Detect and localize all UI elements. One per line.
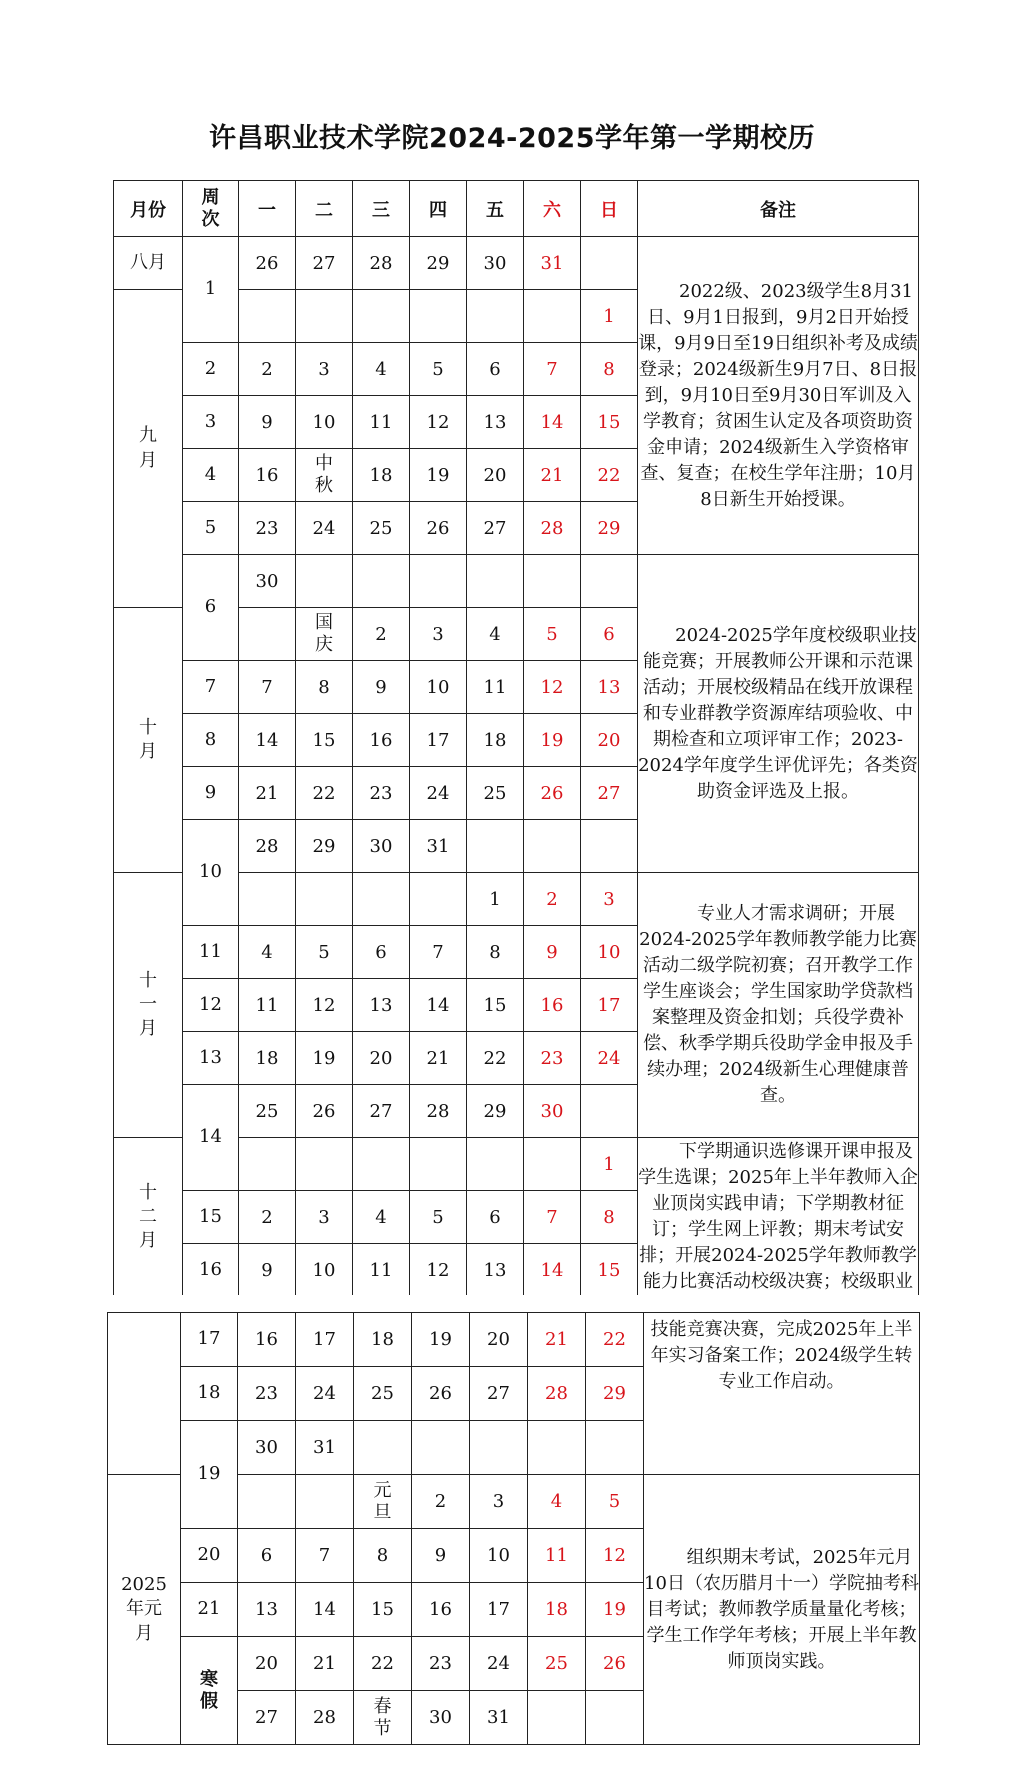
day-cell: 20 — [467, 449, 524, 502]
day-cell: 24 — [296, 1367, 354, 1421]
holiday-mid-autumn: 中 秋 — [296, 449, 353, 502]
day-cell: 19 — [586, 1583, 644, 1637]
day-cell: 25 — [353, 502, 410, 555]
day-cell: 25 — [239, 1085, 296, 1138]
day-cell — [467, 1138, 524, 1191]
month-aug: 八月 — [114, 237, 183, 290]
day-cell — [353, 873, 410, 926]
day-cell: 20 — [470, 1313, 528, 1367]
day-cell — [410, 873, 467, 926]
day-cell: 15 — [581, 1244, 638, 1297]
day-cell: 11 — [467, 661, 524, 714]
day-cell: 11 — [353, 1244, 410, 1297]
day-cell: 1 — [581, 1138, 638, 1191]
day-cell: 30 — [353, 820, 410, 873]
month-oct: 十 月 — [114, 608, 183, 873]
week-2: 2 — [183, 343, 239, 396]
week-20: 20 — [181, 1529, 238, 1583]
day-cell: 17 — [581, 979, 638, 1032]
holiday-new-year: 元 旦 — [354, 1475, 412, 1529]
header-notes: 备注 — [638, 181, 919, 237]
day-cell: 6 — [467, 343, 524, 396]
day-cell: 13 — [581, 661, 638, 714]
day-cell: 12 — [296, 979, 353, 1032]
day-cell — [296, 873, 353, 926]
day-cell: 26 — [412, 1367, 470, 1421]
day-cell: 10 — [296, 396, 353, 449]
day-cell — [239, 873, 296, 926]
day-cell: 12 — [410, 396, 467, 449]
day-cell: 19 — [412, 1313, 470, 1367]
day-cell: 24 — [581, 1032, 638, 1085]
month-nov: 十 一 月 — [114, 873, 183, 1138]
day-cell: 15 — [467, 979, 524, 1032]
header-sat: 六 — [524, 181, 581, 237]
day-cell — [296, 555, 353, 608]
day-cell — [524, 820, 581, 873]
day-cell — [296, 290, 353, 343]
month-dec: 十 二 月 — [114, 1138, 183, 1297]
day-cell: 5 — [410, 1191, 467, 1244]
day-cell: 16 — [524, 979, 581, 1032]
day-cell: 30 — [238, 1421, 296, 1475]
day-cell: 31 — [410, 820, 467, 873]
day-cell: 26 — [296, 1085, 353, 1138]
day-cell: 14 — [524, 1244, 581, 1297]
day-cell: 21 — [524, 449, 581, 502]
week-17: 17 — [181, 1313, 238, 1367]
day-cell — [524, 1138, 581, 1191]
day-cell — [470, 1421, 528, 1475]
winter-break: 寒 假 — [181, 1637, 238, 1745]
day-cell: 8 — [467, 926, 524, 979]
day-cell: 7 — [239, 661, 296, 714]
day-cell: 9 — [239, 1244, 296, 1297]
day-cell: 3 — [581, 873, 638, 926]
day-cell: 9 — [239, 396, 296, 449]
day-cell: 9 — [353, 661, 410, 714]
day-cell: 2 — [412, 1475, 470, 1529]
table-row — [108, 1313, 920, 1367]
day-cell: 24 — [296, 502, 353, 555]
week-10: 10 — [183, 820, 239, 926]
day-cell: 25 — [354, 1367, 412, 1421]
day-cell: 28 — [353, 237, 410, 290]
day-cell: 23 — [412, 1637, 470, 1691]
day-cell — [528, 1421, 586, 1475]
day-cell: 6 — [581, 608, 638, 661]
day-cell: 7 — [524, 1191, 581, 1244]
day-cell: 27 — [353, 1085, 410, 1138]
day-cell: 12 — [410, 1244, 467, 1297]
day-cell — [467, 820, 524, 873]
holiday-national-day: 国 庆 — [296, 608, 353, 661]
day-cell: 21 — [528, 1313, 586, 1367]
day-cell: 7 — [410, 926, 467, 979]
day-cell — [296, 1138, 353, 1191]
day-cell — [524, 555, 581, 608]
day-cell: 4 — [239, 926, 296, 979]
day-cell: 15 — [581, 396, 638, 449]
day-cell: 18 — [239, 1032, 296, 1085]
day-cell: 5 — [296, 926, 353, 979]
note-december-part2: 技能竞赛决赛，完成2025年上半年实习备案工作；2024级学生转专业工作启动。 — [644, 1313, 920, 1475]
day-cell: 24 — [470, 1637, 528, 1691]
day-cell: 31 — [296, 1421, 354, 1475]
day-cell: 3 — [470, 1475, 528, 1529]
day-cell: 24 — [410, 767, 467, 820]
day-cell: 4 — [353, 343, 410, 396]
day-cell: 17 — [410, 714, 467, 767]
note-september: 2022级、2023级学生8月31日、9月1日报到，9月2日开始授课，9月9日至19日组织补考及成绩登录；2024级新生9月7日、8日报到，9月10日至9月30日军训及入学教育；贫困生认定及各项资助资金申请；2024级新生入学资格审查、复查；在校生学年注册；10月8日新生开始授课。 — [638, 237, 919, 555]
day-cell: 11 — [353, 396, 410, 449]
day-cell: 27 — [467, 502, 524, 555]
day-cell: 6 — [467, 1191, 524, 1244]
week-16: 16 — [183, 1244, 239, 1297]
day-cell: 2 — [239, 1191, 296, 1244]
day-cell — [410, 290, 467, 343]
day-cell: 21 — [239, 767, 296, 820]
day-cell: 18 — [528, 1583, 586, 1637]
day-cell: 15 — [354, 1583, 412, 1637]
day-cell: 27 — [296, 237, 353, 290]
day-cell: 8 — [581, 1191, 638, 1244]
month-sep: 九 月 — [114, 290, 183, 608]
day-cell: 5 — [410, 343, 467, 396]
calendar-table-part2 — [107, 1312, 920, 1745]
day-cell — [410, 555, 467, 608]
header-sun: 日 — [581, 181, 638, 237]
day-cell: 6 — [353, 926, 410, 979]
day-cell — [239, 1138, 296, 1191]
day-cell: 6 — [238, 1529, 296, 1583]
day-cell: 27 — [581, 767, 638, 820]
week-11: 11 — [183, 926, 239, 979]
day-cell — [354, 1421, 412, 1475]
day-cell: 30 — [524, 1085, 581, 1138]
header-week: 周 次 — [183, 181, 239, 237]
day-cell: 3 — [296, 343, 353, 396]
day-cell: 13 — [467, 1244, 524, 1297]
day-cell: 30 — [412, 1691, 470, 1745]
week-18: 18 — [181, 1367, 238, 1421]
day-cell: 10 — [581, 926, 638, 979]
day-cell: 28 — [528, 1367, 586, 1421]
day-cell: 15 — [296, 714, 353, 767]
day-cell: 26 — [410, 502, 467, 555]
day-cell — [353, 290, 410, 343]
day-cell: 16 — [238, 1313, 296, 1367]
header-row — [114, 181, 919, 237]
day-cell: 22 — [467, 1032, 524, 1085]
page-title: 许昌职业技术学院2024-2025学年第一学期校历 — [209, 123, 815, 154]
week-5: 5 — [183, 502, 239, 555]
day-cell: 14 — [524, 396, 581, 449]
day-cell: 12 — [524, 661, 581, 714]
day-cell — [239, 608, 296, 661]
day-cell: 28 — [296, 1691, 354, 1745]
day-cell: 22 — [296, 767, 353, 820]
day-cell: 10 — [470, 1529, 528, 1583]
day-cell: 28 — [410, 1085, 467, 1138]
day-cell: 8 — [581, 343, 638, 396]
day-cell: 3 — [410, 608, 467, 661]
day-cell: 2 — [239, 343, 296, 396]
week-3: 3 — [183, 396, 239, 449]
header-fri: 五 — [467, 181, 524, 237]
day-cell: 27 — [470, 1367, 528, 1421]
day-cell: 21 — [410, 1032, 467, 1085]
day-cell — [238, 1475, 296, 1529]
day-cell: 30 — [467, 237, 524, 290]
day-cell: 20 — [353, 1032, 410, 1085]
day-cell: 29 — [296, 820, 353, 873]
day-cell: 7 — [296, 1529, 354, 1583]
day-cell: 29 — [586, 1367, 644, 1421]
week-19: 19 — [181, 1421, 238, 1529]
day-cell: 28 — [239, 820, 296, 873]
header-month: 月份 — [114, 181, 183, 237]
day-cell — [353, 1138, 410, 1191]
day-cell: 21 — [296, 1637, 354, 1691]
day-cell: 11 — [239, 979, 296, 1032]
day-cell — [528, 1691, 586, 1745]
note-january: 组织期末考试，2025年元月10日（农历腊月十一）学院抽考科目考试；教师教学质量量化考核；学生工作学年考核；开展上半年教师顶岗实践。 — [644, 1475, 920, 1745]
day-cell: 23 — [524, 1032, 581, 1085]
day-cell: 31 — [470, 1691, 528, 1745]
day-cell: 17 — [296, 1313, 354, 1367]
day-cell — [586, 1421, 644, 1475]
day-cell: 30 — [239, 555, 296, 608]
calendar-table-part1 — [113, 180, 919, 1297]
week-7: 7 — [183, 661, 239, 714]
day-cell: 13 — [238, 1583, 296, 1637]
note-november: 专业人才需求调研；开展2024-2025学年教师教学能力比赛活动二级学院初赛；召开教学工作学生座谈会；学生国家助学贷款档案整理及资金扣划；兵役学费补偿、秋季学期兵役助学金申报及手续办理；2024级新生心理健康普查。 — [638, 873, 919, 1138]
day-cell — [581, 237, 638, 290]
day-cell — [581, 555, 638, 608]
week-4: 4 — [183, 449, 239, 502]
week-8: 8 — [183, 714, 239, 767]
day-cell — [586, 1691, 644, 1745]
day-cell: 1 — [581, 290, 638, 343]
day-cell: 7 — [524, 343, 581, 396]
day-cell — [581, 1085, 638, 1138]
header-mon: 一 — [239, 181, 296, 237]
day-cell — [412, 1421, 470, 1475]
day-cell: 26 — [239, 237, 296, 290]
day-cell — [239, 290, 296, 343]
day-cell: 28 — [524, 502, 581, 555]
day-cell — [524, 290, 581, 343]
day-cell: 19 — [296, 1032, 353, 1085]
week-15: 15 — [183, 1191, 239, 1244]
day-cell — [410, 1138, 467, 1191]
day-cell: 23 — [238, 1367, 296, 1421]
day-cell: 13 — [467, 396, 524, 449]
table-row — [114, 237, 919, 290]
day-cell: 20 — [581, 714, 638, 767]
header-tue: 二 — [296, 181, 353, 237]
week-1: 1 — [183, 237, 239, 343]
day-cell: 18 — [467, 714, 524, 767]
week-9: 9 — [183, 767, 239, 820]
day-cell: 4 — [528, 1475, 586, 1529]
holiday-spring-festival: 春 节 — [354, 1691, 412, 1745]
day-cell: 14 — [410, 979, 467, 1032]
day-cell: 23 — [239, 502, 296, 555]
week-13: 13 — [183, 1032, 239, 1085]
day-cell: 13 — [353, 979, 410, 1032]
day-cell: 25 — [528, 1637, 586, 1691]
day-cell: 19 — [410, 449, 467, 502]
day-cell: 3 — [296, 1191, 353, 1244]
day-cell: 22 — [581, 449, 638, 502]
table-row — [114, 555, 919, 608]
day-cell: 23 — [353, 767, 410, 820]
day-cell — [467, 290, 524, 343]
week-6: 6 — [183, 555, 239, 661]
day-cell: 2 — [353, 608, 410, 661]
note-october: 2024-2025学年度校级职业技能竞赛；开展教师公开课和示范课活动；开展校级精品在线开放课程和专业群教学资源库结项验收、中期检查和立项评审工作；2023-2024学年度学生评优评先；各类资助资金评选及上报。 — [638, 555, 919, 873]
day-cell: 29 — [581, 502, 638, 555]
day-cell — [296, 1475, 354, 1529]
day-cell: 10 — [296, 1244, 353, 1297]
day-cell: 9 — [524, 926, 581, 979]
header-thu: 四 — [410, 181, 467, 237]
day-cell: 16 — [353, 714, 410, 767]
day-cell: 12 — [586, 1529, 644, 1583]
day-cell: 11 — [528, 1529, 586, 1583]
day-cell: 14 — [239, 714, 296, 767]
day-cell: 8 — [354, 1529, 412, 1583]
day-cell: 4 — [467, 608, 524, 661]
day-cell: 8 — [296, 661, 353, 714]
day-cell: 29 — [410, 237, 467, 290]
day-cell: 17 — [470, 1583, 528, 1637]
day-cell: 22 — [354, 1637, 412, 1691]
day-cell: 16 — [239, 449, 296, 502]
note-december-part1: 下学期通识选修课开课申报及学生选课；2025年上半年教师入企业顶岗实践申请；下学期教材征订；学生网上评教；期末考试安排；开展2024-2025学年教师教学能力比赛活动校级决赛；校级职业 — [638, 1138, 919, 1297]
day-cell: 26 — [524, 767, 581, 820]
day-cell: 27 — [238, 1691, 296, 1745]
day-cell: 29 — [467, 1085, 524, 1138]
day-cell: 26 — [586, 1637, 644, 1691]
day-cell — [467, 555, 524, 608]
day-cell: 14 — [296, 1583, 354, 1637]
day-cell: 31 — [524, 237, 581, 290]
day-cell: 18 — [353, 449, 410, 502]
day-cell: 25 — [467, 767, 524, 820]
day-cell: 19 — [524, 714, 581, 767]
day-cell: 5 — [586, 1475, 644, 1529]
month-dec-continued — [108, 1313, 181, 1475]
day-cell: 2 — [524, 873, 581, 926]
day-cell: 9 — [412, 1529, 470, 1583]
day-cell: 20 — [238, 1637, 296, 1691]
day-cell: 4 — [353, 1191, 410, 1244]
month-jan: 2025 年元 月 — [108, 1475, 181, 1745]
week-14: 14 — [183, 1085, 239, 1191]
day-cell: 10 — [410, 661, 467, 714]
page-break — [0, 1295, 1024, 1312]
day-cell — [581, 820, 638, 873]
week-21: 21 — [181, 1583, 238, 1637]
day-cell: 22 — [586, 1313, 644, 1367]
day-cell: 1 — [467, 873, 524, 926]
day-cell: 5 — [524, 608, 581, 661]
week-12: 12 — [183, 979, 239, 1032]
day-cell: 18 — [354, 1313, 412, 1367]
header-wed: 三 — [353, 181, 410, 237]
day-cell: 16 — [412, 1583, 470, 1637]
day-cell — [353, 555, 410, 608]
